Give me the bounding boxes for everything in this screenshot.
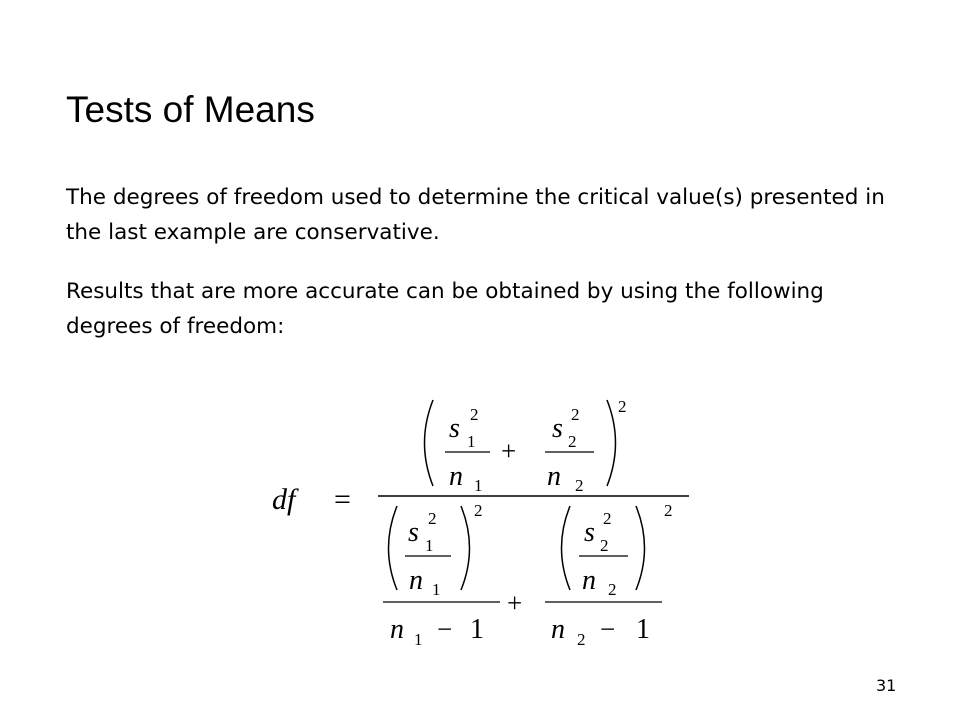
- denominator-s1: s: [408, 517, 419, 548]
- denominator-minus-2: −: [600, 614, 616, 644]
- denominator-one-2: 1: [636, 614, 650, 645]
- denominator-right-paren-1: [461, 506, 470, 590]
- denominator-left-paren-2: [562, 506, 571, 590]
- numerator-s1-exponent: 2: [470, 405, 479, 424]
- equals-sign: =: [334, 483, 351, 516]
- numerator-n2: n: [547, 461, 561, 492]
- denominator-n2-subscript: 2: [608, 580, 617, 599]
- denominator-plus: +: [507, 588, 523, 618]
- page-number: 31: [876, 676, 897, 695]
- denominator-n1-lower-subscript: 1: [414, 630, 423, 649]
- denominator-s1-exponent: 2: [428, 509, 437, 528]
- denominator-minus-1: −: [437, 614, 453, 644]
- numerator-s1: s: [449, 413, 460, 444]
- denominator-n1-subscript: 1: [432, 580, 441, 599]
- denominator-n2-lower: n: [551, 614, 565, 645]
- numerator-outer-exponent: 2: [618, 397, 627, 416]
- numerator-s1-subscript: 1: [467, 432, 476, 451]
- numerator-s2: s: [552, 413, 563, 444]
- numerator-n2-subscript: 2: [575, 476, 584, 495]
- slide-title: Tests of Means: [66, 89, 315, 130]
- numerator-right-paren: [607, 400, 616, 486]
- numerator-s2-exponent: 2: [571, 405, 580, 424]
- denominator-n2-lower-subscript: 2: [577, 630, 586, 649]
- denominator-n1: n: [409, 565, 423, 596]
- denominator-left-paren-1: [389, 506, 398, 590]
- denominator-s1-subscript: 1: [425, 536, 434, 555]
- numerator-n1-subscript: 1: [474, 476, 483, 495]
- numerator-s2-subscript: 2: [568, 432, 577, 451]
- denominator-right-paren-2: [636, 506, 645, 590]
- denominator-term1-exponent: 2: [474, 501, 483, 520]
- denominator-term2-exponent: 2: [664, 501, 673, 520]
- denominator-n1-lower: n: [390, 614, 404, 645]
- df-symbol: df: [272, 483, 296, 516]
- numerator-left-paren: [425, 400, 434, 486]
- denominator-s2-subscript: 2: [600, 536, 609, 555]
- denominator-n2: n: [582, 565, 596, 596]
- numerator-n1: n: [449, 461, 463, 492]
- paragraph-conservative-df: The degrees of freedom used to determine the critical value(s) presented in the last example are conservative.: [66, 185, 885, 245]
- paragraph-accurate-df: Results that are more accurate can be obtained by using the following degrees of freedom:: [66, 279, 824, 339]
- denominator-s2-exponent: 2: [603, 509, 612, 528]
- denominator-one-1: 1: [470, 614, 484, 645]
- denominator-s2: s: [584, 517, 595, 548]
- numerator-plus: +: [501, 436, 517, 466]
